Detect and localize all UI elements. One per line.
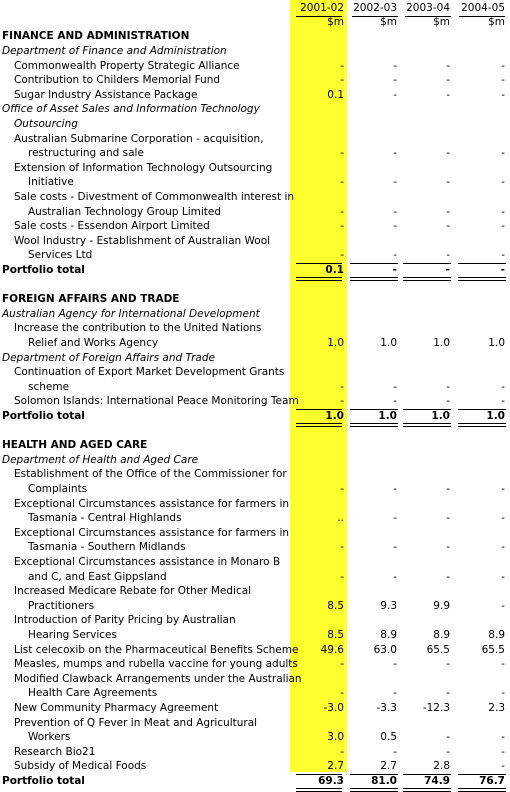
table-row	[0, 205, 510, 220]
row-label: Practitioners	[28, 599, 95, 612]
value-cell: -	[501, 760, 505, 773]
value-cell: 1.0	[488, 336, 505, 349]
row-label: Exceptional Circumstances assistance for farmers in	[14, 497, 290, 510]
total-double-rule	[350, 277, 398, 281]
row-label: Continuation of Export Market Development Grants	[14, 366, 285, 379]
value-cell: -	[501, 176, 505, 189]
value-cell: -3.0	[323, 701, 344, 714]
row-label: Portfolio total	[2, 409, 85, 422]
subtotal-rule	[403, 409, 451, 410]
value-cell: -	[446, 380, 450, 393]
value-cell: -	[446, 147, 450, 160]
row-label: restructuring and sale	[28, 147, 144, 160]
subtotal-rule	[458, 774, 506, 775]
header-year-2001-02: 2001-02	[300, 2, 344, 14]
value-cell: -	[340, 74, 344, 87]
row-label: Health Care Agreements	[28, 687, 158, 700]
value-cell: -	[446, 687, 450, 700]
value-cell: 0.1	[325, 263, 344, 276]
value-cell: 1.0	[433, 336, 450, 349]
row-label: HEALTH AND AGED CARE	[2, 439, 148, 452]
value-cell: -	[501, 570, 505, 583]
total-double-rule	[403, 788, 451, 792]
value-cell: -	[340, 687, 344, 700]
value-cell: -	[340, 658, 344, 671]
value-cell: -	[392, 263, 397, 276]
table-row	[0, 59, 510, 74]
header-rule	[296, 16, 342, 17]
value-cell: -	[446, 220, 450, 233]
header-unit: $m	[380, 16, 397, 28]
value-cell: -	[340, 395, 344, 408]
header-year-2003-04: 2003-04	[406, 2, 450, 14]
value-cell: 65.5	[426, 643, 450, 656]
value-cell: 1.0	[378, 409, 397, 422]
value-cell: -12.3	[422, 701, 450, 714]
value-cell: 1.0	[327, 336, 344, 349]
value-cell: 8.9	[380, 628, 397, 641]
subtotal-rule	[458, 409, 506, 410]
department-row	[0, 44, 510, 59]
subtotal-rule	[403, 774, 451, 775]
table-row	[0, 701, 510, 716]
row-label: Wool Industry - Establishment of Australian Wool	[14, 234, 271, 247]
value-cell: -	[393, 176, 397, 189]
table-row	[0, 745, 510, 760]
department-row	[0, 102, 510, 117]
value-cell: -	[340, 745, 344, 758]
value-cell: 1.0	[431, 409, 450, 422]
table-row	[0, 394, 510, 409]
value-cell: 3.0	[327, 731, 344, 744]
subtotal-rule	[350, 774, 398, 775]
row-label: Increase the contribution to the United Nations	[14, 322, 262, 335]
row-label: Tasmania - Southern Midlands	[28, 541, 186, 554]
value-cell: -	[446, 658, 450, 671]
value-cell: -	[446, 176, 450, 189]
row-label: Sugar Industry Assistance Package	[14, 88, 198, 101]
row-label: Increased Medicare Rebate for Other Medical	[14, 585, 252, 598]
value-cell: 69.3	[318, 774, 344, 787]
value-cell: -	[501, 59, 505, 72]
value-cell: -	[446, 395, 450, 408]
value-cell: 2.8	[433, 760, 450, 773]
row-label: Solomon Islands: International Peace Monitoring Team	[14, 395, 299, 408]
table-row	[0, 716, 510, 731]
section-heading-row	[0, 292, 510, 307]
table-row	[0, 643, 510, 658]
value-cell: 1.0	[486, 409, 505, 422]
table-row	[0, 248, 510, 263]
value-cell: -	[500, 263, 505, 276]
table-row	[0, 584, 510, 599]
row-label: Services Ltd	[28, 249, 93, 262]
value-cell: 2.7	[327, 760, 344, 773]
portfolio-total-row	[0, 774, 510, 789]
department-row	[0, 351, 510, 366]
table-row	[0, 526, 510, 541]
total-double-rule	[350, 788, 398, 792]
table-row	[0, 482, 510, 497]
value-cell: ..	[337, 512, 344, 525]
row-label: Measles, mumps and rubella vaccine for young adults	[14, 658, 298, 671]
value-cell: -	[340, 176, 344, 189]
table-row	[0, 132, 510, 147]
value-cell: 1.0	[380, 336, 397, 349]
value-cell: 49.6	[320, 643, 344, 656]
row-label: Workers	[28, 731, 71, 744]
value-cell: -	[340, 482, 344, 495]
value-cell: -	[446, 482, 450, 495]
total-double-rule	[458, 423, 506, 427]
table-row	[0, 613, 510, 628]
section-heading-row	[0, 29, 510, 44]
row-label: Subsidy of Medical Foods	[14, 760, 147, 773]
value-cell: 1.0	[325, 409, 344, 422]
row-label: Australian Agency for International Development	[2, 307, 260, 320]
value-cell: -	[446, 541, 450, 554]
row-label: and C, and East Gippsland	[28, 570, 167, 583]
subtotal-rule	[296, 409, 342, 410]
value-cell: -	[446, 59, 450, 72]
value-cell: -	[501, 687, 505, 700]
total-double-rule	[403, 423, 451, 427]
subtotal-rule	[458, 263, 506, 264]
row-label: Outsourcing	[14, 117, 78, 130]
value-cell: -	[446, 745, 450, 758]
value-cell: -	[393, 59, 397, 72]
row-label: FOREIGN AFFAIRS AND TRADE	[2, 293, 180, 306]
total-double-rule	[296, 277, 342, 281]
row-label: Complaints	[28, 482, 88, 495]
value-cell: 76.7	[479, 774, 505, 787]
value-cell: -	[393, 570, 397, 583]
header-year-2002-03: 2002-03	[353, 2, 397, 14]
row-label: Extension of Information Technology Outsourcing	[14, 161, 273, 174]
value-cell: 2.3	[488, 701, 505, 714]
header-year-2004-05: 2004-05	[461, 2, 505, 14]
value-cell: -	[340, 249, 344, 262]
value-cell: -	[340, 380, 344, 393]
table-row	[0, 88, 510, 103]
row-label: Modified Clawback Arrangements under the Australian	[14, 672, 302, 685]
value-cell: -	[446, 570, 450, 583]
row-label: Commonwealth Property Strategic Alliance	[14, 59, 240, 72]
value-cell: -	[501, 512, 505, 525]
row-label: Relief and Works Agency	[28, 336, 159, 349]
value-cell: -	[501, 380, 505, 393]
value-cell: -	[446, 249, 450, 262]
value-cell: -	[501, 731, 505, 744]
row-label: scheme	[28, 380, 70, 393]
value-cell: -	[501, 88, 505, 101]
subtotal-rule	[403, 263, 451, 264]
value-cell: -	[340, 220, 344, 233]
value-cell: -	[501, 205, 505, 218]
value-cell: 81.0	[371, 774, 397, 787]
value-cell: -	[501, 220, 505, 233]
value-cell: -	[393, 541, 397, 554]
value-cell: -	[501, 482, 505, 495]
header-rule	[405, 16, 451, 17]
value-cell: -	[501, 658, 505, 671]
value-cell: 0.1	[327, 88, 344, 101]
row-label: Department of Finance and Administration	[2, 44, 227, 57]
table-row	[0, 672, 510, 687]
value-cell: -	[445, 263, 450, 276]
value-cell: -	[446, 512, 450, 525]
row-label: Exceptional Circumstances assistance in Monaro B	[14, 555, 281, 568]
row-label: Establishment of the Office of the Commissioner for	[14, 468, 287, 481]
total-double-rule	[296, 788, 342, 792]
table-row	[0, 540, 510, 555]
department-row	[0, 117, 510, 132]
value-cell: 74.9	[424, 774, 450, 787]
value-cell: -	[501, 74, 505, 87]
row-label: Australian Submarine Corporation - acquisition,	[14, 132, 264, 145]
value-cell: -	[340, 205, 344, 218]
row-label: Portfolio total	[2, 263, 85, 276]
table-row	[0, 336, 510, 351]
value-cell: -	[501, 541, 505, 554]
table-row	[0, 570, 510, 585]
value-cell: 65.5	[481, 643, 505, 656]
table-row	[0, 219, 510, 234]
row-label: Department of Foreign Affairs and Trade	[2, 351, 215, 364]
value-cell: -	[446, 205, 450, 218]
total-double-rule	[350, 423, 398, 427]
value-cell: -	[393, 687, 397, 700]
table-row	[0, 161, 510, 176]
value-cell: -	[393, 88, 397, 101]
table-row	[0, 321, 510, 336]
row-label: New Community Pharmacy Agreement	[14, 701, 219, 714]
total-double-rule	[458, 788, 506, 792]
table-row	[0, 730, 510, 745]
value-cell: -	[501, 147, 505, 160]
row-label: Sale costs - Essendon Airport Limited	[14, 220, 210, 233]
department-row	[0, 307, 510, 322]
value-cell: -	[393, 205, 397, 218]
value-cell: -	[393, 74, 397, 87]
value-cell: -	[501, 395, 505, 408]
header-unit-row	[0, 15, 510, 30]
table-row	[0, 686, 510, 701]
value-cell: 9.9	[433, 599, 450, 612]
value-cell: -	[393, 220, 397, 233]
row-label: Department of Health and Aged Care	[2, 453, 199, 466]
value-cell: -3.3	[376, 701, 397, 714]
row-label: Introduction of Parity Pricing by Australian	[14, 614, 236, 627]
value-cell: 8.5	[327, 599, 344, 612]
row-label: Tasmania - Central Highlands	[28, 512, 182, 525]
table-row	[0, 599, 510, 614]
value-cell: 63.0	[373, 643, 397, 656]
subtotal-rule	[296, 263, 342, 264]
value-cell: -	[501, 599, 505, 612]
table-row	[0, 365, 510, 380]
header-rule	[352, 16, 398, 17]
subtotal-rule	[350, 409, 398, 410]
value-cell: 2.7	[380, 760, 397, 773]
value-cell: -	[340, 59, 344, 72]
value-cell: -	[393, 658, 397, 671]
value-cell: -	[393, 147, 397, 160]
total-double-rule	[403, 277, 451, 281]
row-label: FINANCE AND ADMINISTRATION	[2, 30, 190, 43]
table-row	[0, 175, 510, 190]
value-cell: -	[340, 541, 344, 554]
total-double-rule	[296, 423, 342, 427]
value-cell: -	[393, 482, 397, 495]
table-row	[0, 73, 510, 88]
table-row	[0, 467, 510, 482]
header-unit: $m	[327, 16, 344, 28]
value-cell: -	[393, 380, 397, 393]
value-cell: -	[393, 745, 397, 758]
value-cell: -	[446, 74, 450, 87]
portfolio-total-row	[0, 409, 510, 424]
value-cell: 8.9	[488, 628, 505, 641]
header-years-row	[0, 1, 510, 16]
value-cell: -	[446, 88, 450, 101]
table-row	[0, 234, 510, 249]
row-label: Initiative	[28, 176, 74, 189]
table-row	[0, 497, 510, 512]
value-cell: -	[340, 570, 344, 583]
table-row	[0, 146, 510, 161]
row-label: Research Bio21	[14, 745, 96, 758]
row-label: Hearing Services	[28, 628, 117, 641]
value-cell: -	[393, 512, 397, 525]
row-label: Prevention of Q Fever in Meat and Agricultural	[14, 716, 258, 729]
department-row	[0, 453, 510, 468]
subtotal-rule	[350, 263, 398, 264]
total-double-rule	[458, 277, 506, 281]
value-cell: -	[393, 395, 397, 408]
table-row	[0, 555, 510, 570]
row-label: Contribution to Childers Memorial Fund	[14, 74, 221, 87]
table-row	[0, 628, 510, 643]
table-row	[0, 511, 510, 526]
value-cell: -	[501, 249, 505, 262]
value-cell: 8.9	[433, 628, 450, 641]
row-label: List celecoxib on the Pharmaceutical Benefits Scheme	[14, 643, 299, 656]
portfolio-total-row	[0, 263, 510, 278]
header-unit: $m	[433, 16, 450, 28]
table-row	[0, 190, 510, 205]
row-label: Office of Asset Sales and Information Technology	[2, 103, 260, 116]
value-cell: 0.5	[380, 731, 397, 744]
section-heading-row	[0, 438, 510, 453]
header-unit: $m	[488, 16, 505, 28]
row-label: Exceptional Circumstances assistance for farmers in	[14, 526, 290, 539]
value-cell: 8.5	[327, 628, 344, 641]
row-label: Portfolio total	[2, 774, 85, 787]
value-cell: -	[501, 745, 505, 758]
value-cell: -	[340, 147, 344, 160]
value-cell: -	[393, 249, 397, 262]
row-label: Australian Technology Group Limited	[28, 205, 222, 218]
table-row	[0, 657, 510, 672]
value-cell: -	[446, 731, 450, 744]
header-rule	[459, 16, 505, 17]
value-cell: 9.3	[380, 599, 397, 612]
row-label: Sale costs - Divestment of Commonwealth interest in	[14, 190, 295, 203]
subtotal-rule	[296, 774, 342, 775]
table-row	[0, 380, 510, 395]
